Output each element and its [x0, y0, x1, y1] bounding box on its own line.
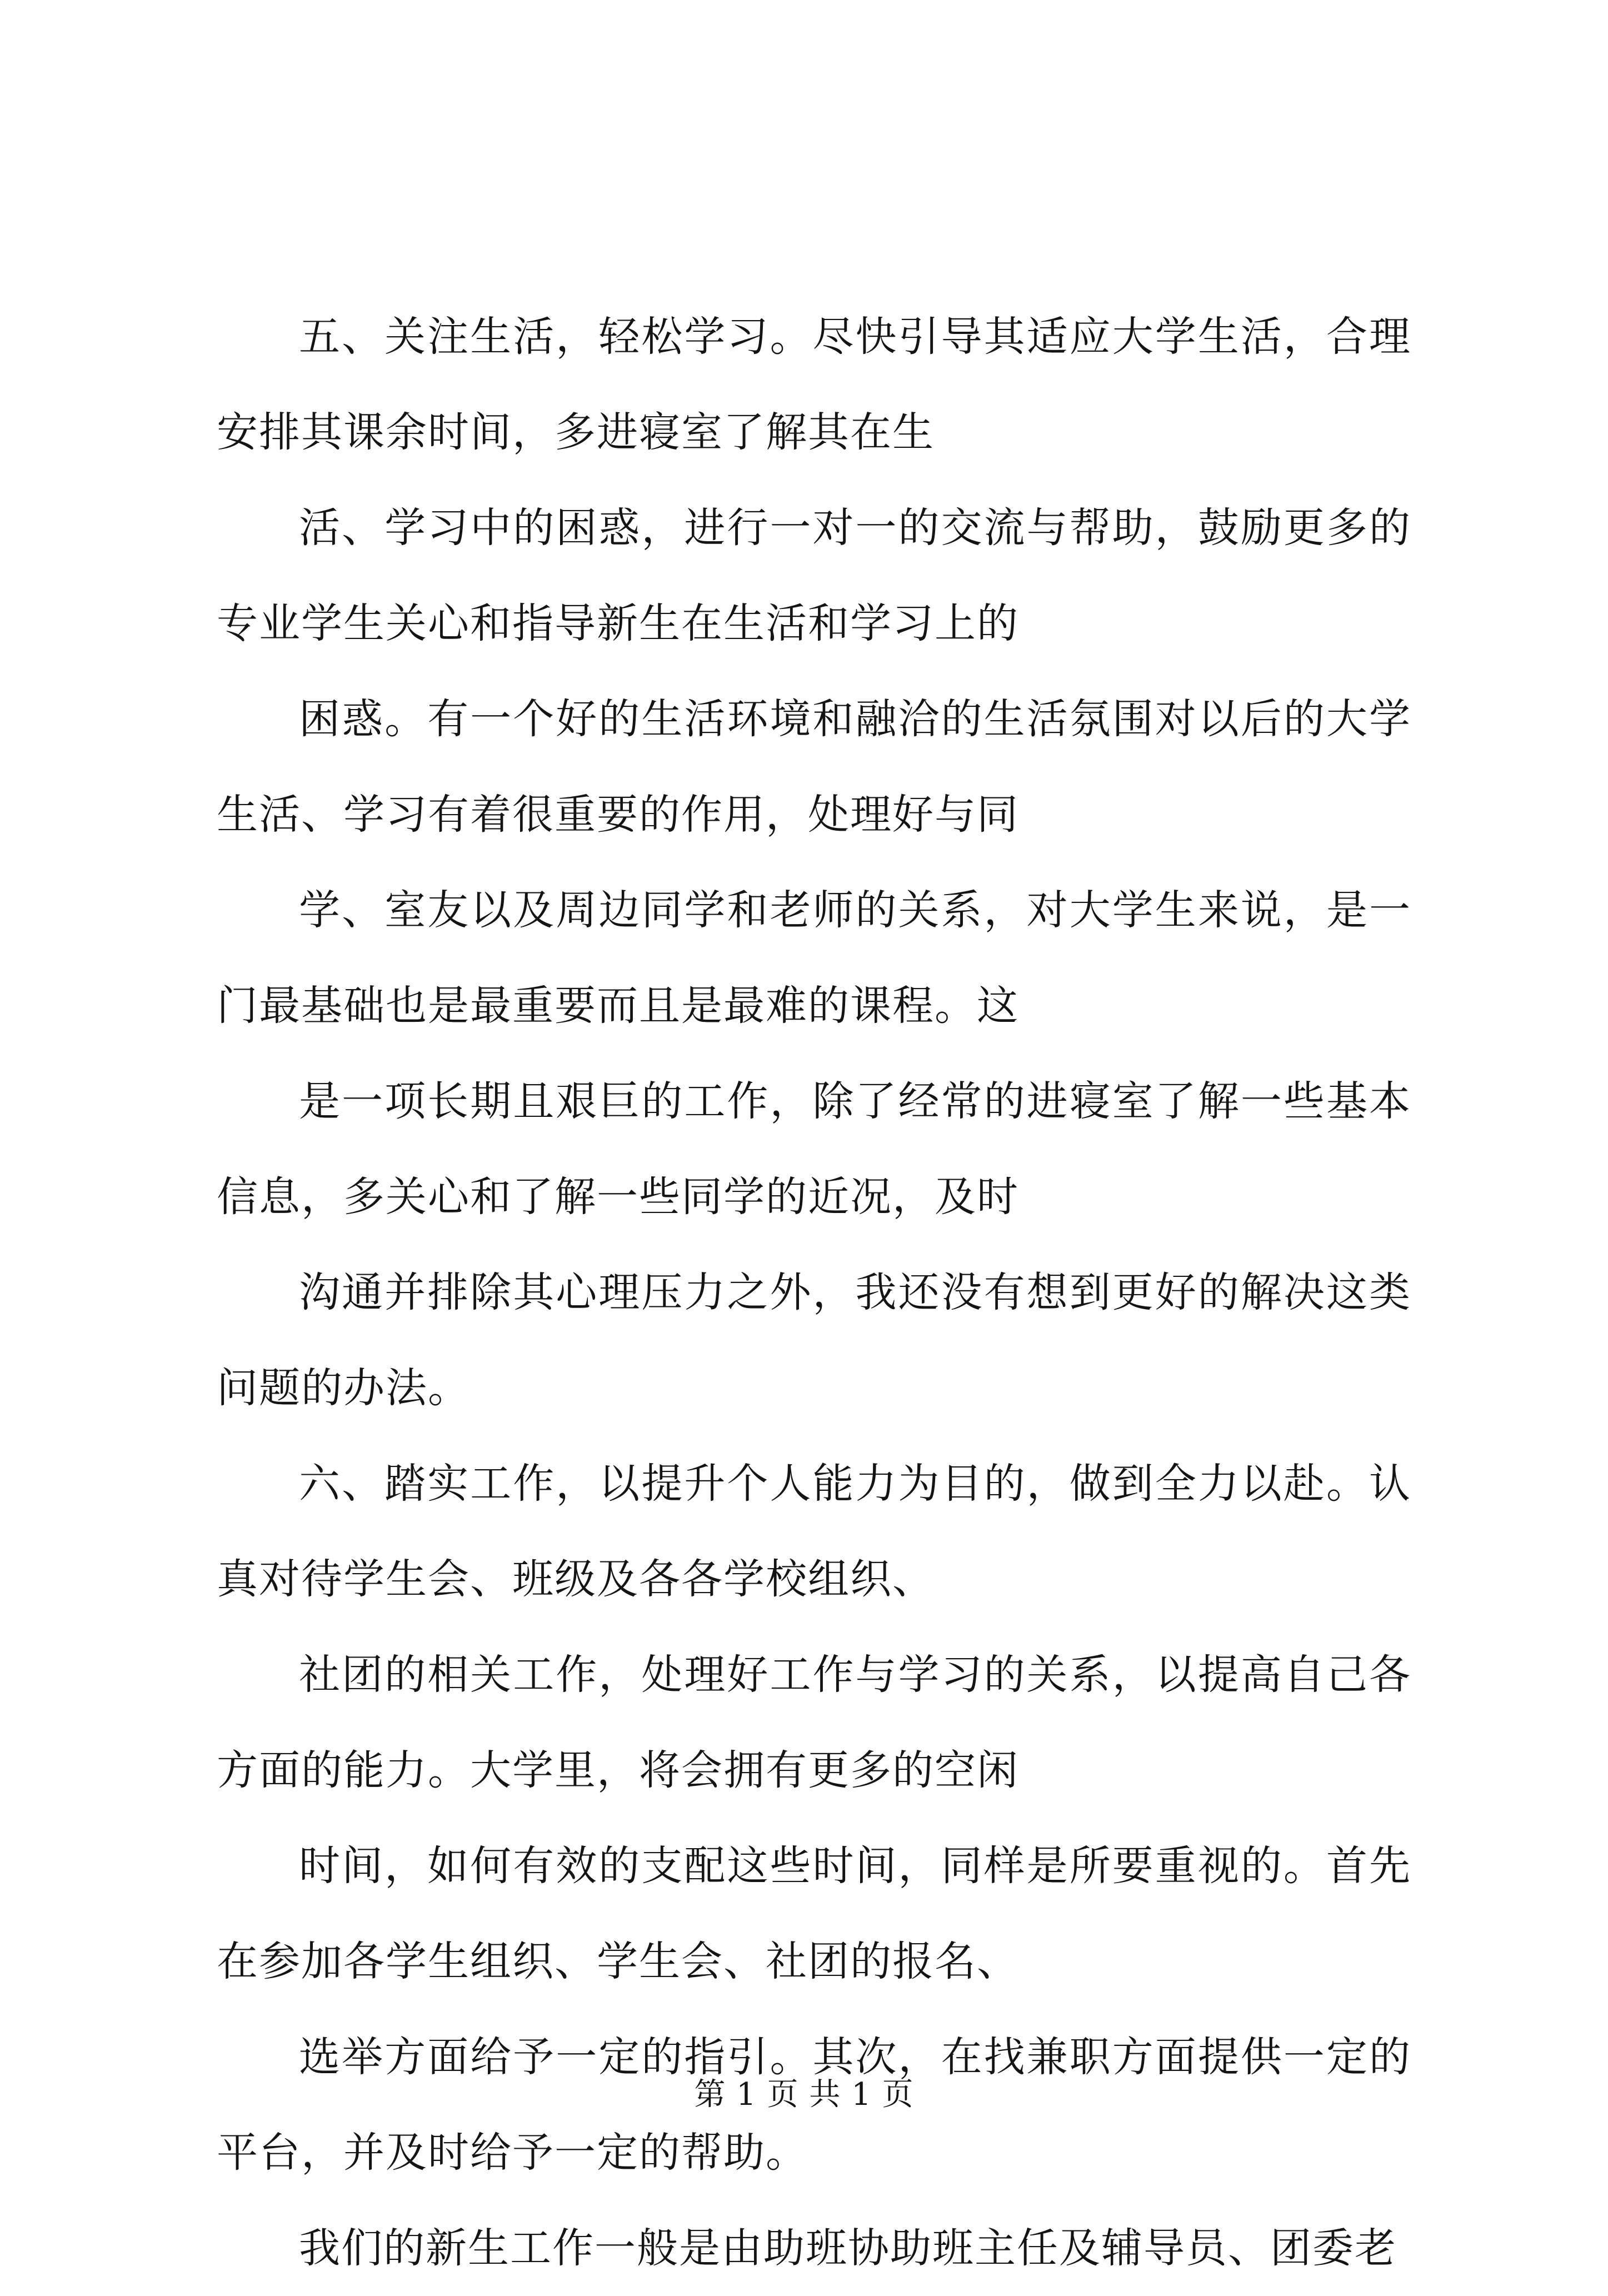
paragraph-4: 学、室友以及周边同学和老师的关系，对大学生来说，是一门最基础也是最重要而且是最难的课程。这	[217, 886, 1411, 1030]
paragraph-6: 沟通并排除其心理压力之外，我还没有想到更好的解决这类问题的办法。	[217, 1269, 1411, 1412]
paragraph-5: 是一项长期且艰巨的工作，除了经常的进寝室了解一些基本信息，多关心和了解一些同学的近况，及时	[217, 1077, 1411, 1221]
paragraph-2: 活、学习中的困惑，进行一对一的交流与帮助，鼓励更多的专业学生关心和指导新生在生活和学习上的	[217, 504, 1411, 647]
paragraph-7: 六、踏实工作，以提升个人能力为目的，做到全力以赴。认真对待学生会、班级及各各学校组织、	[217, 1460, 1411, 1603]
paragraph-3: 困惑。有一个好的生活环境和融洽的生活氛围对以后的大学生活、学习有着很重要的作用，处理好与同	[217, 695, 1411, 838]
paragraph-11: 我们的新生工作一般是由助班协助班主任及辅导员、团委老	[299, 2224, 1397, 2272]
paragraph-10: 选举方面给予一定的指引。其次，在找兼职方面提供一定的平台，并及时给予一定的帮助。	[217, 2033, 1411, 2177]
document-body	[217, 289, 1411, 2296]
paragraph-8: 社团的相关工作，处理好工作与学习的关系，以提高自己各方面的能力。大学里，将会拥有更多的空闲	[217, 1651, 1411, 1794]
page-footer	[0, 2073, 1608, 2117]
page-number-label: 第 1 页 共 1 页	[694, 2077, 914, 2113]
paragraph-9: 时间，如何有效的支配这些时间，同样是所要重视的。首先在参加各学生组织、学生会、社团的报名、	[217, 1842, 1411, 1985]
paragraph-1: 五、关注生活，轻松学习。尽快引导其适应大学生活，合理安排其课余时间，多进寝室了解其在生	[217, 313, 1411, 456]
